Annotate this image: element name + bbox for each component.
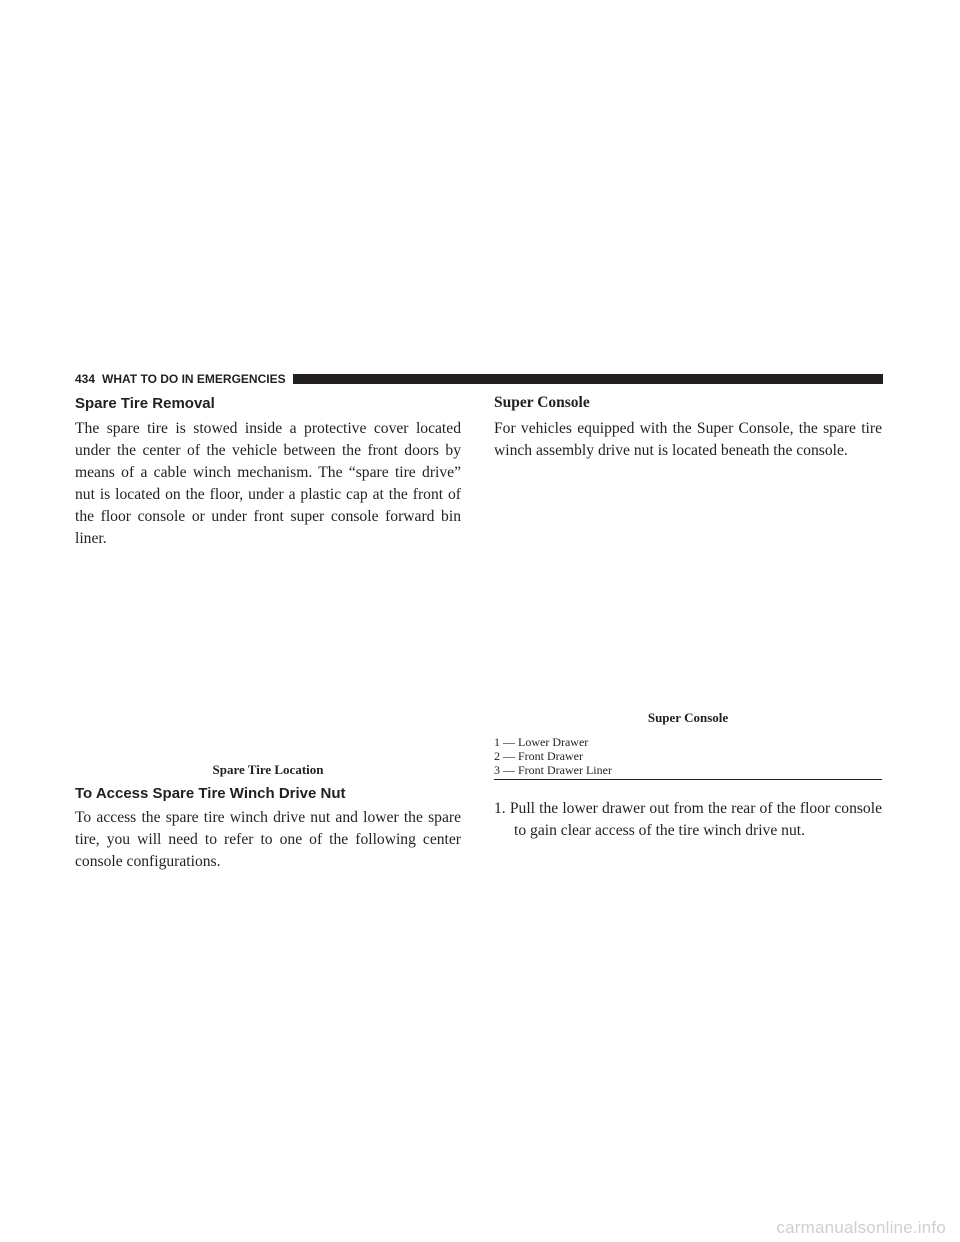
- legend-item: 3 — Front Drawer Liner: [494, 763, 612, 777]
- spare-tire-removal-paragraph: The spare tire is stowed inside a protective cover located under the center of the vehicle between the front doors by means of a cable winch mechanism. The “spare tire drive” nut is located on the floor, under a plastic cap at the front of the floor console or under front super console forward bin liner.: [75, 420, 461, 547]
- page-number: 434: [75, 372, 96, 386]
- spare-tire-removal-heading: Spare Tire Removal: [75, 395, 215, 412]
- legend-item: 1 — Lower Drawer: [494, 735, 589, 749]
- super-console-heading: Super Console: [494, 394, 590, 411]
- header-rule: [293, 374, 883, 384]
- super-console-figure: [494, 490, 882, 700]
- super-console-caption: Super Console: [647, 710, 729, 725]
- figure-legend: [494, 735, 882, 780]
- legend-item: 2 — Front Drawer: [494, 749, 583, 763]
- instruction-step-1: 1. Pull the lower drawer out from the rear of the floor console to gain clear access of the tire winch drive nut.: [494, 800, 882, 839]
- section-title: WHAT TO DO IN EMERGENCIES: [102, 372, 286, 386]
- winch-drive-nut-heading: To Access Spare Tire Winch Drive Nut: [75, 785, 346, 802]
- spare-tire-location-caption: Spare Tire Location: [212, 762, 324, 777]
- watermark: carmanualsonline.info: [776, 1218, 946, 1237]
- super-console-paragraph: For vehicles equipped with the Super Console, the spare tire winch assembly drive nut is located beneath the console.: [494, 420, 882, 459]
- winch-drive-nut-paragraph: To access the spare tire winch drive nut and lower the spare tire, you will need to refer to one of the following center console configurations.: [75, 809, 461, 870]
- page-header: [75, 372, 883, 386]
- spare-tire-location-figure: [75, 560, 461, 755]
